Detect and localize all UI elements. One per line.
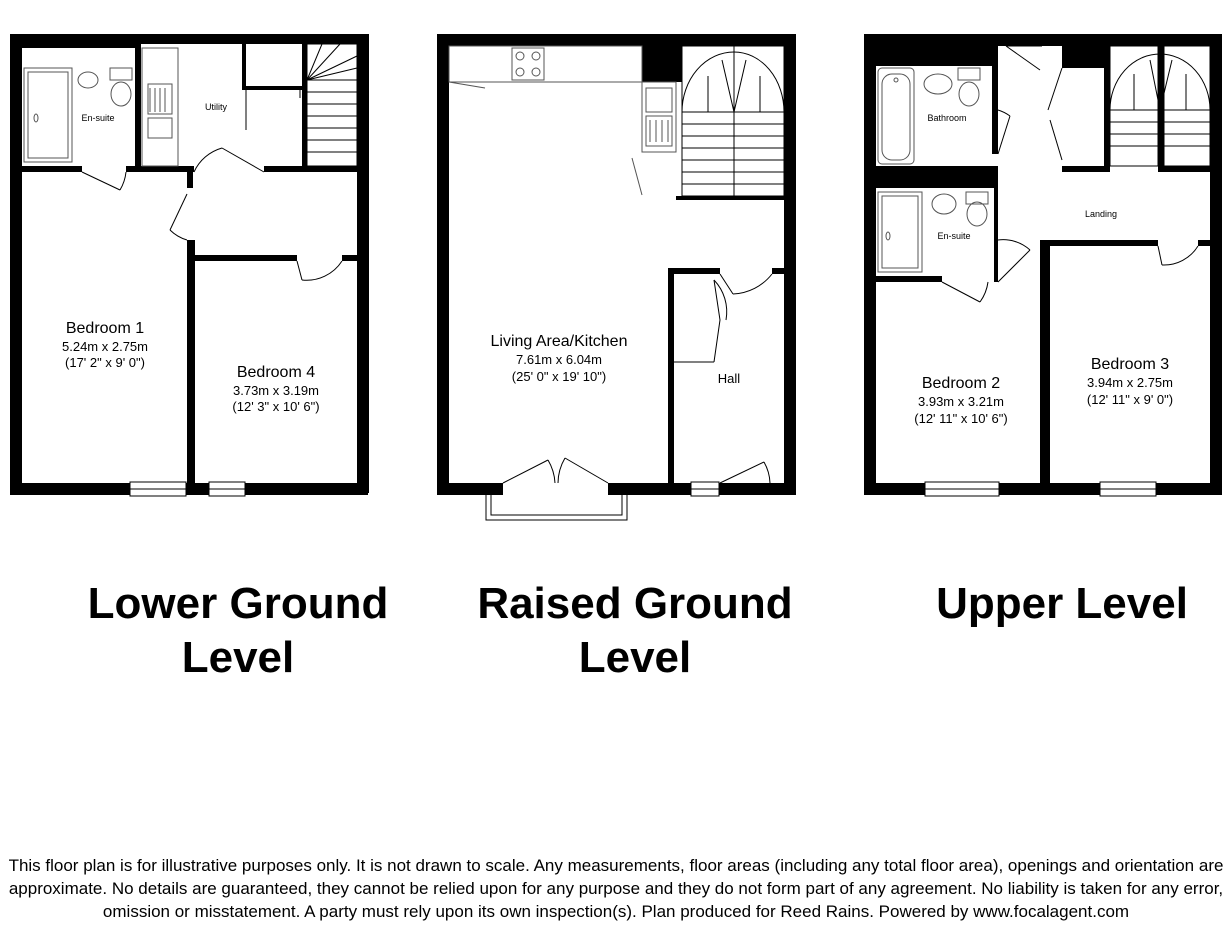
bedroom4-metric: 3.73m x 3.19m [233, 383, 319, 398]
bathroom-basin [924, 74, 952, 94]
lower-utility-label: Utility [205, 102, 227, 112]
shower-tray [24, 68, 72, 162]
raised-ground-title [455, 577, 815, 685]
hall-label: Hall [717, 371, 741, 386]
raised-ground-title-line2: Level [578, 633, 692, 682]
upper-internal-walls [876, 46, 1210, 495]
worktop [449, 46, 642, 82]
landing-label: Landing [1084, 209, 1118, 219]
bedroom2-imperial: (12' 11" x 10' 6") [914, 411, 1008, 426]
lower-ground-plan [10, 34, 369, 496]
lower-ensuite-label: En-suite [81, 113, 115, 123]
lower-stairs [307, 44, 357, 166]
upper-level-title-text: Upper Level [936, 579, 1188, 628]
living-name: Living Area/Kitchen [490, 333, 628, 350]
raised-stairs [682, 46, 784, 196]
ensuite-basin [932, 194, 956, 214]
kitchen-sink [646, 88, 672, 112]
living-metric: 7.61m x 6.04m [516, 352, 602, 367]
upper-bathroom-label: Bathroom [927, 113, 967, 123]
bathroom-toilet [959, 82, 979, 106]
bedroom3-name: Bedroom 3 [1090, 356, 1170, 373]
raised-kitchen-fixtures [449, 46, 676, 195]
bedroom1-metric: 5.24m x 2.75m [62, 339, 148, 354]
living-imperial: (25' 0" x 19' 10") [511, 369, 607, 384]
bedroom1-imperial: (17' 2" x 9' 0") [65, 355, 145, 370]
upper-level-title [900, 577, 1224, 631]
bedroom3-metric: 3.94m x 2.75m [1087, 375, 1173, 390]
hob [512, 48, 544, 80]
raised-bay-window [486, 495, 627, 520]
disclaimer: This floor plan is for illustrative purposes only. It is not drawn to scale. Any measurements, floor areas (including any total floor area), openings and orientation are approximate. No details are guaranteed, they cannot be relied upon for any purpose and they do not form part of any agreement. No liability is taken for any error, omission or misstatement. A party must rely upon its own inspection(s). Plan produced for Reed Rains. Powered by www.focalagent.com [8, 856, 1224, 921]
lower-ground-title-line1: Lower Ground [87, 579, 389, 628]
lower-ground-title-line2: Level [181, 633, 295, 682]
bedroom2-name: Bedroom 2 [921, 375, 1001, 392]
raised-windows [691, 482, 719, 496]
raised-ground-title-line1: Raised Ground [477, 579, 793, 628]
bedroom4-name: Bedroom 4 [236, 364, 316, 381]
upper-level-plan [864, 34, 1222, 496]
bedroom4-imperial: (12' 3" x 10' 6") [232, 399, 320, 414]
bedroom1-name: Bedroom 1 [65, 320, 145, 337]
ensuite-shower [878, 192, 922, 272]
ensuite-toilet [967, 202, 987, 226]
upper-ensuite-label: En-suite [937, 231, 971, 241]
raised-ground-plan [437, 34, 796, 520]
lower-fixtures [24, 48, 178, 166]
bedroom3-imperial: (12' 11" x 9' 0") [1086, 392, 1174, 407]
basin [78, 72, 98, 88]
bedroom2-metric: 3.93m x 3.21m [918, 394, 1004, 409]
toilet [111, 82, 131, 106]
raised-outer-walls [437, 34, 796, 495]
lower-ground-title [68, 577, 408, 685]
raised-internal-walls [642, 46, 784, 495]
